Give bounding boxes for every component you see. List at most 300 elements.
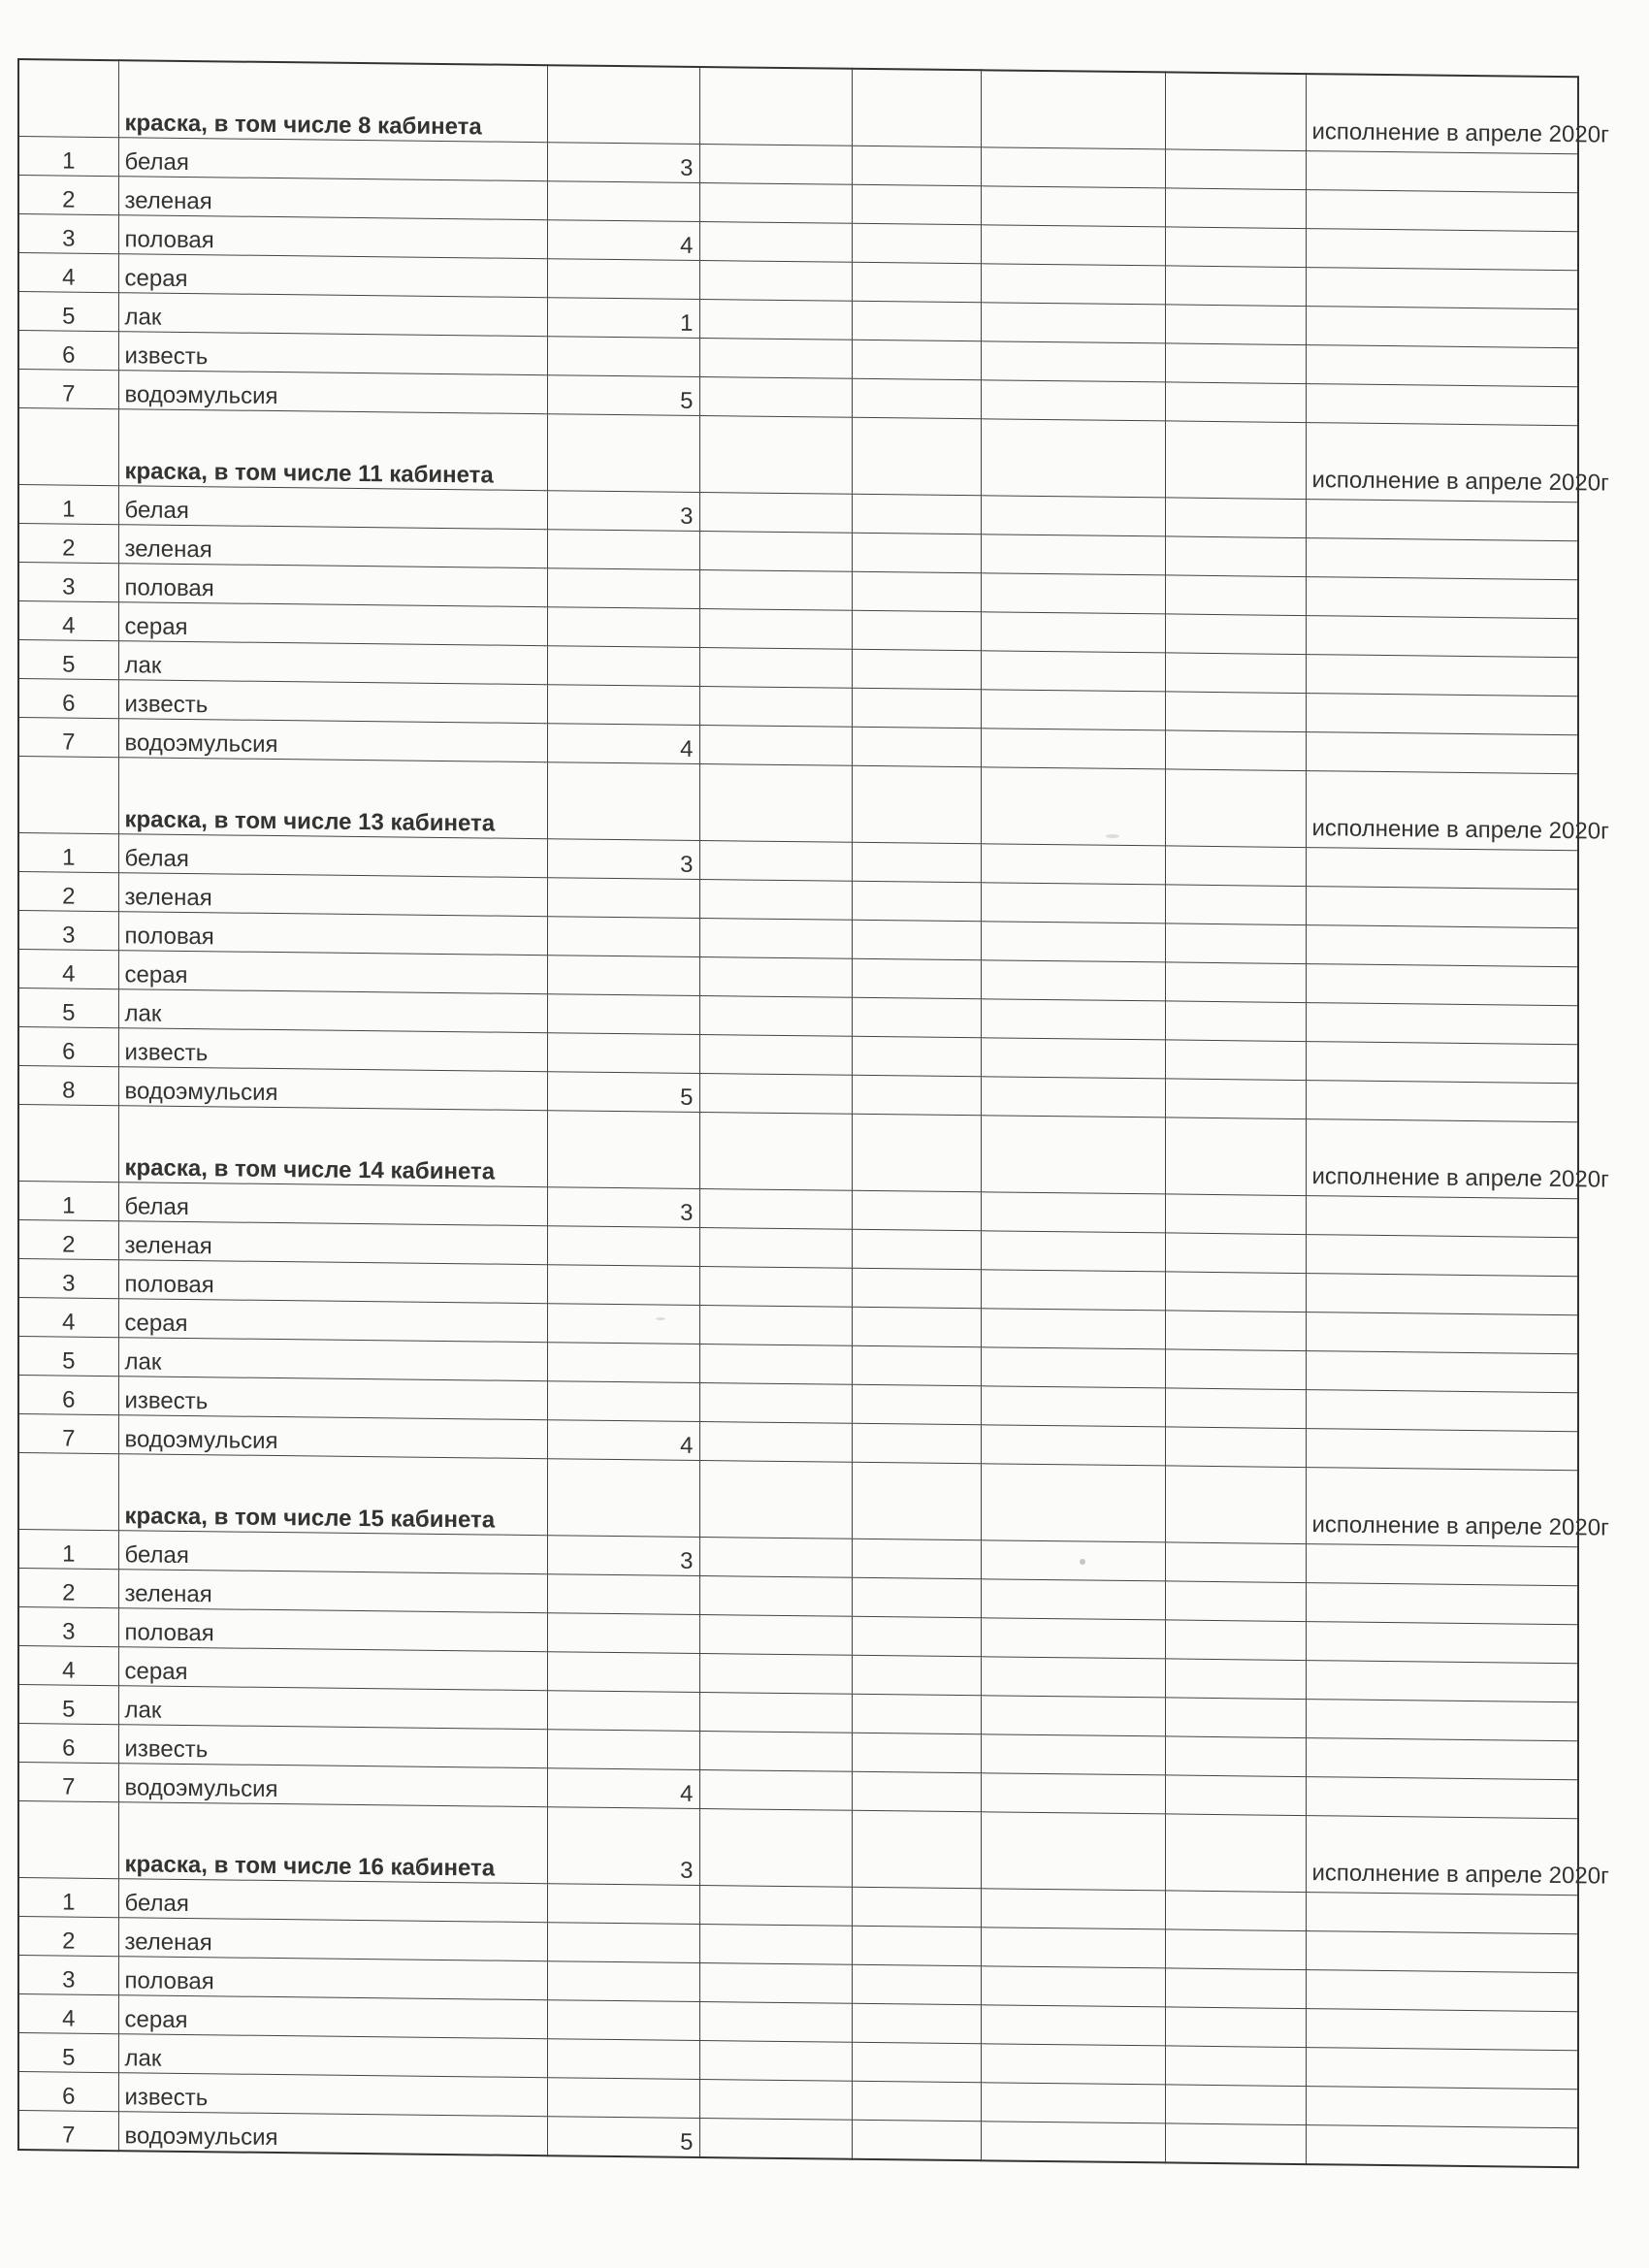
empty-cell — [981, 1464, 1165, 1542]
empty-cell — [1165, 769, 1306, 848]
empty-cell — [1165, 421, 1306, 500]
item-name: известь — [118, 2073, 547, 2117]
empty-cell — [852, 494, 981, 535]
empty-cell — [1306, 1700, 1578, 1741]
empty-cell — [1165, 923, 1306, 964]
empty-cell — [1306, 655, 1578, 697]
empty-cell — [981, 1386, 1165, 1427]
empty-cell — [699, 415, 852, 494]
empty-cell — [852, 1307, 981, 1347]
empty-cell — [1165, 1929, 1306, 1970]
empty-cell — [1306, 1081, 1578, 1122]
empty-cell — [852, 301, 981, 341]
empty-cell — [981, 999, 1165, 1040]
empty-cell — [1306, 151, 1578, 193]
empty-cell — [699, 144, 852, 184]
item-quantity — [547, 994, 699, 1035]
empty-cell — [981, 2005, 1165, 2046]
empty-cell — [1165, 1620, 1306, 1661]
empty-cell — [852, 1345, 981, 1386]
empty-cell — [1306, 1312, 1578, 1354]
empty-cell — [699, 67, 852, 146]
row-number: 6 — [18, 2072, 118, 2112]
item-quantity — [547, 1691, 699, 1732]
empty-cell — [1165, 1079, 1306, 1119]
item-quantity: 4 — [547, 724, 699, 764]
empty-cell — [1165, 1466, 1306, 1544]
empty-cell — [1306, 190, 1578, 232]
empty-cell — [1306, 2125, 1578, 2168]
empty-cell — [852, 920, 981, 960]
item-quantity — [547, 1226, 699, 1267]
section-title: краска, в том числе 16 кабинета — [118, 1802, 547, 1884]
empty-cell — [1306, 1351, 1578, 1393]
section-number-cell — [18, 1105, 118, 1183]
item-name: известь — [118, 1028, 547, 1072]
item-name: известь — [118, 1377, 547, 1420]
item-name: белая — [118, 486, 547, 530]
empty-cell — [699, 763, 852, 842]
empty-cell — [1165, 1542, 1306, 1583]
item-name: зеленая — [118, 177, 547, 220]
empty-cell — [1165, 1814, 1306, 1893]
item-name: водоэмульсия — [118, 2112, 547, 2156]
section-number-cell — [18, 59, 118, 138]
empty-cell — [852, 378, 981, 419]
row-number: 7 — [18, 370, 118, 409]
row-number: 1 — [18, 1530, 118, 1570]
empty-cell — [1306, 538, 1578, 580]
item-quantity — [547, 685, 699, 726]
empty-cell — [852, 146, 981, 186]
row-number: 2 — [18, 1569, 118, 1608]
section-note: исполнение в апреле 2020г — [1306, 771, 1578, 851]
item-quantity: 4 — [547, 1768, 699, 1809]
empty-cell — [981, 147, 1165, 188]
item-name: половая — [118, 1608, 547, 1652]
empty-cell — [1165, 343, 1306, 384]
empty-cell — [1306, 732, 1578, 774]
item-name: водоэмульсия — [118, 371, 547, 414]
row-number: 1 — [18, 1878, 118, 1918]
row-number: 4 — [18, 601, 118, 641]
empty-cell — [1165, 1118, 1306, 1196]
empty-cell — [1165, 149, 1306, 190]
item-name: лак — [118, 1686, 547, 1730]
empty-cell — [981, 729, 1165, 769]
empty-cell — [852, 1190, 981, 1231]
item-quantity: 5 — [547, 375, 699, 416]
empty-cell — [699, 531, 852, 571]
empty-cell — [1165, 1001, 1306, 1042]
empty-cell — [981, 1889, 1165, 1929]
empty-cell — [1306, 887, 1578, 928]
empty-cell — [1165, 1272, 1306, 1312]
empty-cell — [852, 340, 981, 380]
item-name: водоэмульсия — [118, 719, 547, 762]
empty-cell — [852, 1423, 981, 1464]
empty-cell — [981, 767, 1165, 846]
empty-cell — [1306, 229, 1578, 271]
empty-cell — [981, 2044, 1165, 2085]
section-title-quantity — [547, 1111, 699, 1189]
item-quantity: 5 — [547, 1072, 699, 1113]
empty-cell — [1165, 2123, 1306, 2164]
empty-cell — [699, 2079, 852, 2120]
empty-cell — [852, 1616, 981, 1657]
empty-cell — [981, 535, 1165, 575]
item-name: половая — [118, 1957, 547, 2000]
item-quantity — [547, 568, 699, 609]
item-quantity: 3 — [547, 1187, 699, 1228]
empty-cell — [699, 492, 852, 533]
empty-cell — [852, 881, 981, 922]
item-quantity: 5 — [547, 2117, 699, 2157]
scan-speck — [1106, 834, 1119, 838]
item-quantity — [547, 259, 699, 300]
empty-cell — [852, 1075, 981, 1116]
row-number: 5 — [18, 1337, 118, 1377]
empty-cell — [852, 610, 981, 651]
empty-cell — [852, 1577, 981, 1618]
empty-cell — [981, 1116, 1165, 1194]
empty-cell — [852, 842, 981, 883]
empty-cell — [1165, 1311, 1306, 1351]
empty-cell — [699, 1575, 852, 1616]
empty-cell — [699, 1266, 852, 1307]
empty-cell — [1165, 1698, 1306, 1738]
row-number: 4 — [18, 1994, 118, 2034]
row-number: 7 — [18, 1414, 118, 1454]
item-name: водоэмульсия — [118, 1415, 547, 1459]
empty-cell — [699, 376, 852, 417]
empty-cell — [1165, 1349, 1306, 1390]
empty-cell — [981, 922, 1165, 962]
empty-cell — [699, 1962, 852, 2003]
item-quantity: 3 — [547, 839, 699, 880]
row-number: 3 — [18, 1259, 118, 1299]
empty-cell — [1165, 614, 1306, 655]
row-number: 1 — [18, 137, 118, 177]
empty-cell — [852, 571, 981, 612]
empty-cell — [1306, 1931, 1578, 1973]
empty-cell — [1306, 1544, 1578, 1586]
empty-cell — [1165, 885, 1306, 925]
row-number: 1 — [18, 833, 118, 873]
empty-cell — [981, 844, 1165, 885]
item-quantity — [547, 1265, 699, 1306]
empty-cell — [981, 883, 1165, 923]
item-name: половая — [118, 215, 547, 259]
empty-cell — [981, 612, 1165, 653]
empty-cell — [1306, 1893, 1578, 1934]
row-number: 1 — [18, 1182, 118, 1221]
section-note: исполнение в апреле 2020г — [1306, 1816, 1578, 1895]
item-name: лак — [118, 1338, 547, 1381]
empty-cell — [981, 1966, 1165, 2007]
section-title-quantity — [547, 762, 699, 841]
empty-cell — [1306, 1274, 1578, 1315]
item-name: белая — [118, 1531, 547, 1574]
materials-table — [17, 58, 1609, 2168]
empty-cell — [852, 1964, 981, 2005]
item-name: известь — [118, 332, 547, 375]
empty-cell — [1306, 1003, 1578, 1045]
section-note: исполнение в апреле 2020г — [1306, 1119, 1578, 1199]
empty-cell — [699, 2001, 852, 2042]
item-name: половая — [118, 564, 547, 607]
empty-cell — [1306, 2009, 1578, 2051]
empty-cell — [981, 1928, 1165, 1968]
empty-cell — [699, 608, 852, 649]
empty-cell — [852, 688, 981, 729]
empty-cell — [981, 341, 1165, 382]
empty-cell — [1165, 2007, 1306, 2048]
item-quantity — [547, 2039, 699, 2080]
empty-cell — [981, 496, 1165, 536]
empty-cell — [699, 260, 852, 301]
empty-cell — [1165, 730, 1306, 771]
empty-cell — [1306, 2087, 1578, 2128]
empty-cell — [852, 2081, 981, 2122]
empty-cell — [981, 2083, 1165, 2123]
item-quantity: 4 — [547, 220, 699, 261]
empty-cell — [852, 2042, 981, 2083]
item-quantity — [547, 1961, 699, 2002]
empty-cell — [699, 686, 852, 727]
row-number: 6 — [18, 679, 118, 719]
item-name: известь — [118, 680, 547, 724]
row-number: 7 — [18, 718, 118, 758]
section-note: исполнение в апреле 2020г — [1306, 1468, 1578, 1547]
empty-cell — [981, 1579, 1165, 1620]
section-number-cell — [18, 1801, 118, 1879]
empty-cell — [852, 1771, 981, 1812]
empty-cell — [699, 2040, 852, 2081]
row-number: 4 — [18, 1298, 118, 1338]
item-quantity — [547, 1304, 699, 1345]
section-note: исполнение в апреле 2020г — [1306, 74, 1578, 154]
item-name: половая — [118, 1260, 547, 1304]
section-title: краска, в том числе 15 кабинета — [118, 1454, 547, 1536]
empty-cell — [981, 1812, 1165, 1891]
empty-cell — [699, 338, 852, 378]
empty-cell — [699, 299, 852, 340]
item-quantity — [547, 337, 699, 377]
item-quantity — [547, 1381, 699, 1422]
empty-cell — [981, 1773, 1165, 1814]
item-name: водоэмульсия — [118, 1764, 547, 1807]
empty-cell — [852, 1810, 981, 1889]
empty-cell — [1306, 1970, 1578, 2012]
empty-cell — [1165, 1736, 1306, 1777]
item-quantity — [547, 1613, 699, 1654]
empty-cell — [1165, 1233, 1306, 1274]
empty-cell — [1306, 1622, 1578, 1664]
row-number: 3 — [18, 911, 118, 951]
empty-cell — [981, 1425, 1165, 1466]
row-number: 6 — [18, 1376, 118, 1415]
empty-cell — [699, 1885, 852, 1926]
item-quantity: 1 — [547, 298, 699, 339]
empty-cell — [852, 1268, 981, 1309]
empty-cell — [699, 725, 852, 765]
row-number: 8 — [18, 1066, 118, 1106]
empty-cell — [699, 647, 852, 688]
item-name: серая — [118, 254, 547, 298]
row-number: 2 — [18, 1917, 118, 1957]
empty-cell — [852, 997, 981, 1038]
empty-cell — [1306, 345, 1578, 387]
empty-cell — [699, 182, 852, 223]
empty-cell — [1165, 382, 1306, 423]
item-name: белая — [118, 138, 547, 181]
scan-speck — [656, 1317, 665, 1320]
item-name: зеленая — [118, 1918, 547, 1961]
item-name: белая — [118, 834, 547, 878]
empty-cell — [852, 1229, 981, 1270]
empty-cell — [699, 2118, 852, 2158]
empty-cell — [981, 1734, 1165, 1775]
item-quantity — [547, 607, 699, 648]
empty-cell — [1306, 500, 1578, 541]
empty-cell — [1306, 307, 1578, 348]
empty-cell — [852, 417, 981, 496]
empty-cell — [981, 303, 1165, 343]
empty-cell — [699, 1460, 852, 1539]
item-name: лак — [118, 293, 547, 337]
item-quantity — [547, 1033, 699, 1074]
empty-cell — [1165, 72, 1306, 150]
item-name: серая — [118, 951, 547, 994]
item-name: зеленая — [118, 1221, 547, 1265]
row-number: 3 — [18, 1956, 118, 1995]
empty-cell — [981, 1192, 1165, 1233]
item-name: серая — [118, 1647, 547, 1691]
item-quantity — [547, 2000, 699, 2041]
item-name: известь — [118, 1725, 547, 1768]
empty-cell — [699, 1924, 852, 1964]
empty-cell — [852, 223, 981, 264]
empty-cell — [699, 1382, 852, 1423]
empty-cell — [699, 1034, 852, 1075]
empty-cell — [981, 573, 1165, 614]
row-number: 5 — [18, 292, 118, 332]
empty-cell — [981, 960, 1165, 1001]
empty-cell — [852, 533, 981, 573]
section-title-quantity — [547, 65, 699, 144]
empty-cell — [1306, 1042, 1578, 1084]
item-quantity — [547, 878, 699, 919]
row-number: 6 — [18, 1724, 118, 1764]
row-number: 4 — [18, 950, 118, 989]
empty-cell — [1306, 1390, 1578, 1432]
section-title: краска, в том числе 11 кабинета — [118, 409, 547, 491]
empty-cell — [699, 995, 852, 1036]
section-number-cell — [18, 408, 118, 486]
empty-cell — [852, 1733, 981, 1773]
item-quantity — [547, 1574, 699, 1615]
empty-cell — [981, 1618, 1165, 1659]
item-quantity — [547, 1343, 699, 1383]
empty-cell — [699, 1614, 852, 1655]
item-name: серая — [118, 1995, 547, 2039]
empty-cell — [1306, 1661, 1578, 1702]
empty-cell — [699, 1188, 852, 1229]
empty-cell — [1165, 227, 1306, 268]
scanned-sheet — [17, 58, 1609, 2168]
item-quantity: 3 — [547, 143, 699, 183]
row-number: 3 — [18, 563, 118, 602]
item-quantity: 3 — [547, 1536, 699, 1576]
empty-cell — [1165, 1581, 1306, 1622]
item-name: лак — [118, 641, 547, 685]
empty-cell — [981, 1347, 1165, 1388]
empty-cell — [1306, 1777, 1578, 1819]
empty-cell — [1306, 577, 1578, 619]
empty-cell — [852, 1655, 981, 1696]
empty-cell — [1165, 846, 1306, 887]
item-quantity — [547, 1923, 699, 1963]
item-name: зеленая — [118, 873, 547, 917]
section-title-quantity — [547, 1459, 699, 1538]
row-number: 2 — [18, 524, 118, 564]
empty-cell — [981, 690, 1165, 730]
empty-cell — [1165, 1388, 1306, 1429]
row-number: 4 — [18, 253, 118, 293]
empty-cell — [1165, 575, 1306, 616]
empty-cell — [699, 1112, 852, 1190]
row-number: 3 — [18, 1607, 118, 1647]
item-quantity — [547, 1884, 699, 1925]
empty-cell — [1306, 1429, 1578, 1471]
empty-cell — [1165, 2085, 1306, 2125]
section-title-quantity: 3 — [547, 1807, 699, 1886]
empty-cell — [981, 1540, 1165, 1581]
item-name: зеленая — [118, 1570, 547, 1613]
row-number: 5 — [18, 640, 118, 680]
empty-cell — [1165, 1194, 1306, 1235]
row-number: 3 — [18, 214, 118, 254]
empty-cell — [981, 419, 1165, 498]
empty-cell — [852, 649, 981, 690]
empty-cell — [1165, 1427, 1306, 1468]
row-number: 2 — [18, 872, 118, 912]
item-quantity — [547, 530, 699, 570]
empty-cell — [699, 1305, 852, 1345]
empty-cell — [1165, 2046, 1306, 2087]
empty-cell — [699, 1344, 852, 1384]
empty-cell — [852, 2120, 981, 2160]
empty-cell — [1165, 1659, 1306, 1700]
row-number: 6 — [18, 331, 118, 371]
item-quantity — [547, 917, 699, 957]
row-number: 2 — [18, 1220, 118, 1260]
empty-cell — [981, 1270, 1165, 1311]
section-title-quantity — [547, 414, 699, 493]
empty-cell — [852, 1887, 981, 1928]
item-name: серая — [118, 1299, 547, 1343]
empty-cell — [852, 1694, 981, 1734]
empty-cell — [1306, 268, 1578, 309]
empty-cell — [852, 1036, 981, 1077]
item-quantity: 4 — [547, 1420, 699, 1461]
item-name: серая — [118, 602, 547, 646]
empty-cell — [1165, 1775, 1306, 1816]
empty-cell — [852, 958, 981, 999]
item-quantity: 3 — [547, 491, 699, 532]
item-quantity — [547, 1652, 699, 1693]
